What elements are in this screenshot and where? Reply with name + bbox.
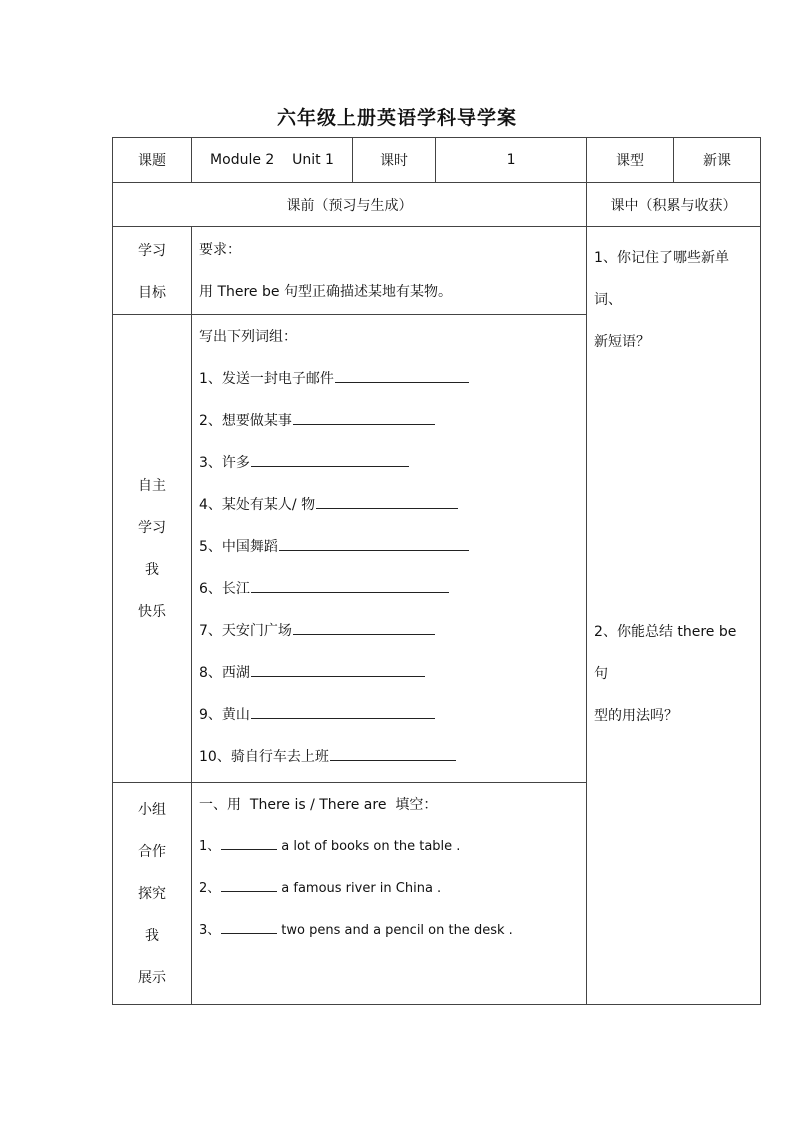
phrase-item: 3、许多 [192, 442, 586, 484]
period-label: 课时 [353, 138, 436, 183]
topic-label: 课题 [113, 138, 192, 183]
phrase-item: 6、长江 [192, 568, 586, 610]
study-guide-table [112, 137, 761, 1005]
phrase-item: 7、天安门广场 [192, 610, 586, 652]
answer-blank[interactable] [293, 410, 435, 425]
document-title: 六年级上册英语学科导学案 [276, 107, 517, 129]
answer-blank[interactable] [221, 835, 277, 850]
answer-blank[interactable] [251, 578, 449, 593]
goals-label: 学习 目标 [113, 227, 192, 315]
answer-blank[interactable] [279, 536, 469, 551]
in-class-notes [587, 227, 761, 1005]
period-value: 1 [436, 138, 587, 183]
self-study-content [192, 315, 587, 783]
answer-blank[interactable] [251, 704, 435, 719]
fill-item: 1、 a lot of books on the table . [192, 826, 586, 868]
requirement-text: 用 There be 句型正确描述某地有某物。 [199, 284, 452, 300]
pre-class-heading: 课前（预习与生成） [113, 183, 587, 227]
question-1-line-1: 1、你记住了哪些新单词、 [594, 250, 729, 308]
goals-content [192, 227, 587, 315]
phrase-item: 1、发送一封电子邮件 [192, 358, 586, 400]
answer-blank[interactable] [221, 919, 277, 934]
in-class-heading: 课中（积累与收获） [587, 183, 761, 227]
fill-item: 2、 a famous river in China . [192, 868, 586, 910]
goals-row [113, 227, 761, 315]
self-study-label: 自主 学习 我 快乐 [113, 315, 192, 783]
answer-blank[interactable] [221, 877, 277, 892]
question-2-line-2: 型的用法吗？ [594, 708, 679, 724]
answer-blank[interactable] [316, 494, 458, 509]
answer-blank[interactable] [251, 662, 425, 677]
phrase-item: 9、黄山 [192, 694, 586, 736]
phrase-item: 8、西湖 [192, 652, 586, 694]
answer-blank[interactable] [330, 746, 456, 761]
section-row [113, 183, 761, 227]
phrase-item: 4、某处有某人/ 物 [192, 484, 586, 526]
phrase-item: 10、骑自行车去上班 [192, 736, 586, 778]
type-value: 新课 [674, 138, 761, 183]
answer-blank[interactable] [335, 368, 469, 383]
topic-value: Module 2 Unit 1 [192, 138, 353, 183]
phrase-item: 2、想要做某事 [192, 400, 586, 442]
answer-blank[interactable] [251, 452, 409, 467]
type-label: 课型 [587, 138, 674, 183]
phrase-item: 5、中国舞蹈 [192, 526, 586, 568]
group-content [192, 783, 587, 1005]
fill-item: 3、 two pens and a pencil on the desk . [192, 910, 586, 952]
answer-blank[interactable] [293, 620, 435, 635]
requirement-title: 要求： [199, 242, 241, 258]
group-label: 小组 合作 探究 我 展示 [113, 783, 192, 1005]
group-instruction: 一、用 There is / There are 填空： [199, 797, 438, 813]
question-2-line-1: 2、你能总结 there be 句 [594, 624, 737, 682]
self-study-instruction: 写出下列词组： [199, 329, 297, 345]
header-row [113, 138, 761, 183]
question-1-line-2: 新短语？ [594, 334, 651, 350]
